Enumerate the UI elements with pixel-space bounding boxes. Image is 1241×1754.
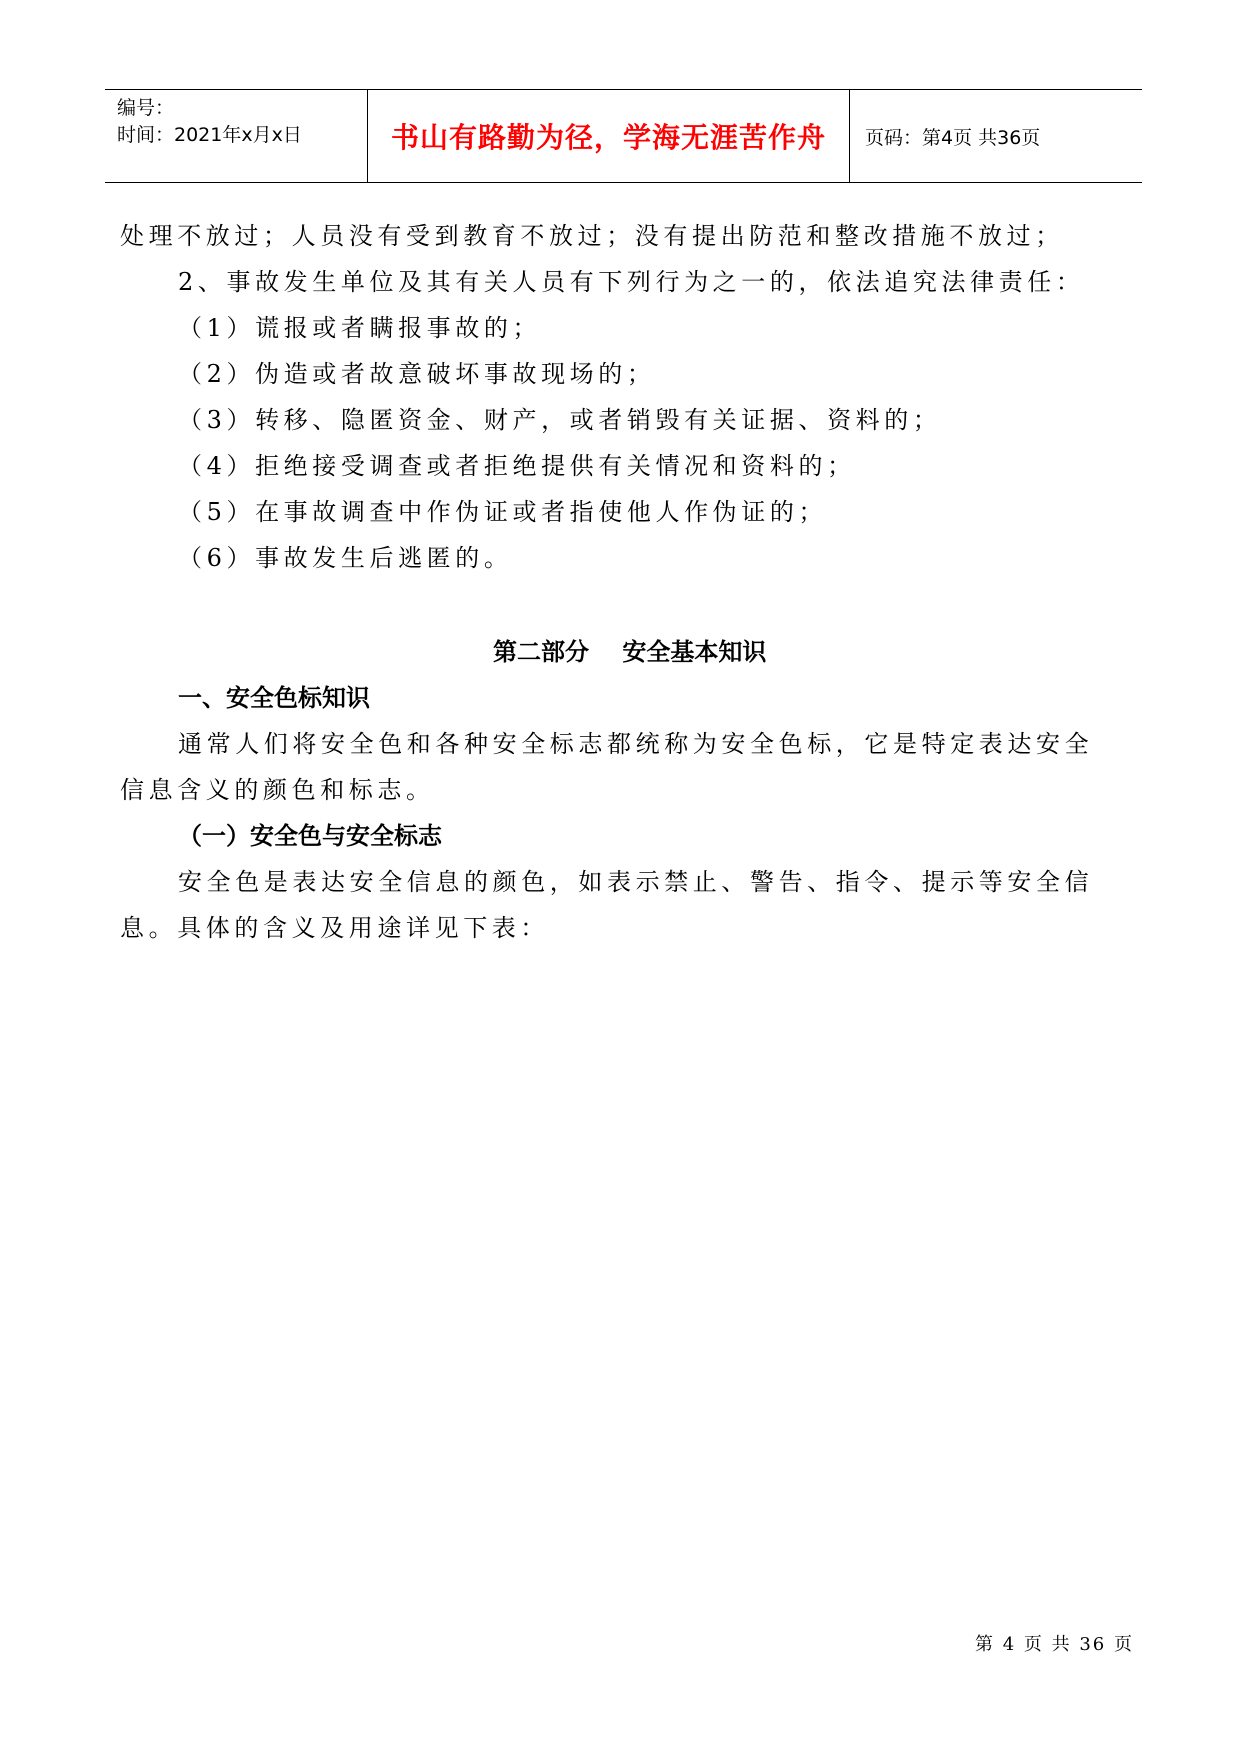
subsection-title: （一）安全色与安全标志 [178,822,442,850]
page-header [105,89,1142,183]
footer-page-number: 第 4 页 共 36 页 [975,1634,1134,1655]
motto-text: 书山有路勤为径，学海无涯苦作舟 [390,121,826,154]
header-page-info: 页码：第4页 共36页 [865,126,1041,149]
paragraph-1-line-2: 信息含义的颜色和标志。 [120,776,435,804]
paragraph-1-line-1: 通常人们将安全色和各种安全标志都统称为安全色标，它是特定表达安全 [178,730,1094,758]
paragraph-2-line-1: 安全色是表达安全信息的颜色，如表示禁止、警告、指令、提示等安全信 [178,868,1094,896]
part-title: 第二部分 安全基本知识 [493,638,767,666]
sub-item-4: （4）拒绝接受调查或者拒绝提供有关情况和资料的； [178,452,856,480]
header-motto-cell [368,90,850,182]
doc-number-label: 编号： [117,97,175,119]
sub-item-2: （2）伪造或者故意破坏事故现场的； [178,360,656,388]
doc-time-label: 时间：2021年x月x日 [117,124,302,146]
paragraph-continuation: 处理不放过；人员没有受到教育不放过；没有提出防范和整改措施不放过； [120,222,1064,250]
paragraph-2-line-2: 息。具体的含义及用途详见下表： [120,914,549,942]
header-page-cell [850,90,1142,182]
sub-item-6: （6）事故发生后逃匿的。 [178,544,513,572]
sub-item-3: （3）转移、隐匿资金、财产，或者销毁有关证据、资料的； [178,406,942,434]
sub-item-1: （1）谎报或者瞒报事故的； [178,314,542,342]
header-meta-cell [105,90,368,182]
list-item-2: 2、事故发生单位及其有关人员有下列行为之一的，依法追究法律责任： [178,268,1085,296]
sub-item-5: （5）在事故调查中作伪证或者指使他人作伪证的； [178,498,828,526]
section-title: 一、安全色标知识 [178,684,370,712]
